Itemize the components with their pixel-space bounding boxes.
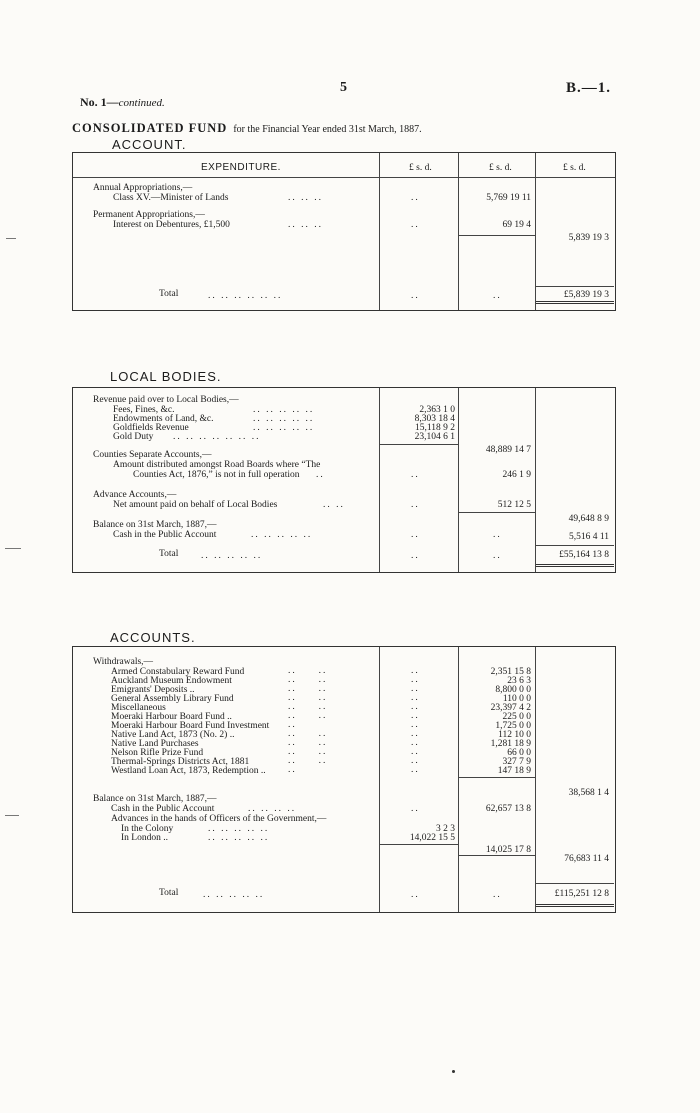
header-rule xyxy=(73,177,615,178)
leader-dots: .. .. .. .. .. xyxy=(253,405,315,415)
item-label: Nelson Rifle Prize Fund xyxy=(111,748,204,758)
leader-dots: .. xyxy=(411,220,420,230)
colony-label: In the Colony xyxy=(121,824,174,834)
continued-word: continued. xyxy=(118,97,165,109)
total-label: Total xyxy=(159,289,179,299)
row-label: Endowments of Land, &c. xyxy=(113,414,214,424)
item-amount: 66 0 0 xyxy=(507,748,531,758)
row-label: Advance Accounts,— xyxy=(93,490,177,500)
double-rule xyxy=(536,564,614,567)
margin-mark xyxy=(5,548,21,549)
margin-mark xyxy=(5,815,19,816)
row-label: Counties Separate Accounts,— xyxy=(93,450,212,460)
leader-dots: .. .. .. .. .. xyxy=(203,890,265,900)
row-label: Cash in the Public Account xyxy=(113,530,217,540)
fund-title-sub: for the Financial Year ended 31st March, 1887. xyxy=(233,124,422,135)
subtotal-rule xyxy=(459,777,535,778)
item-label: Moeraki Harbour Board Fund .. xyxy=(111,712,232,722)
document-reference: B.—1. xyxy=(566,80,612,96)
leader-dots: .. .. .. .. .. xyxy=(251,530,313,540)
column-divider xyxy=(535,647,536,912)
row-label: Permanent Appropriations,— xyxy=(93,210,205,220)
leader-dots: .. .. .. .. .. xyxy=(208,824,270,834)
leader-dots: .. xyxy=(493,291,502,301)
amount: 246 1 9 xyxy=(502,470,531,480)
item-label: Native Land Act, 1873 (No. 2) .. xyxy=(111,730,235,740)
page-dot xyxy=(452,1070,455,1073)
item-amount: 147 18 9 xyxy=(497,766,531,776)
item-label: Westland Loan Act, 1873, Redemption .. xyxy=(111,766,266,776)
leader-dots: .. xyxy=(493,890,502,900)
total-rule xyxy=(536,286,614,287)
amount: 5,769 19 11 xyxy=(486,193,531,203)
leader-dots: .. .. .. .. .. .. .. .. .. .. .. .. xyxy=(411,666,420,775)
leader-dots: .. .. .. .. .. .. .. xyxy=(173,432,261,442)
total-label: Total xyxy=(159,549,179,559)
col3-header: £ s. d. xyxy=(563,163,586,173)
row-label: Net amount paid on behalf of Local Bodies xyxy=(113,500,278,510)
column-divider xyxy=(379,388,380,572)
revenue-subtotal: 48,889 14 7 xyxy=(485,445,531,455)
subtotal-rule xyxy=(459,855,535,856)
amount: 5,516 4 11 xyxy=(568,532,609,542)
leader-dots: .. xyxy=(411,291,420,301)
double-rule xyxy=(536,301,614,304)
leader-dots: .. .. .. .. xyxy=(248,804,297,814)
advances-label: Advances in the hands of Officers of the Government,— xyxy=(111,814,327,824)
subtotal-rule xyxy=(380,844,458,845)
expenditure-header: EXPENDITURE. xyxy=(201,162,281,173)
total-amount: £55,164 13 8 xyxy=(559,550,609,560)
leader-dots: .. .. xyxy=(323,500,345,510)
accounts-table xyxy=(72,646,616,913)
item-label: Native Land Purchases xyxy=(111,739,199,749)
leader-dots: .. .. .. .. .. xyxy=(208,833,270,843)
leader-dots: .. .. .. .. .. xyxy=(253,423,315,433)
amount: 69 19 4 xyxy=(502,220,531,230)
margin-mark xyxy=(6,238,16,239)
row-label: Interest on Debentures, £1,500 xyxy=(113,220,230,230)
item-amount: 110 0 0 xyxy=(502,694,531,704)
total-amount: £5,839 19 3 xyxy=(563,290,609,300)
leader-dots: .. xyxy=(493,530,502,540)
amount: 15,118 9 2 xyxy=(414,423,455,433)
subtotal-rule xyxy=(459,235,535,236)
page-number: 5 xyxy=(340,80,347,95)
colony-amount: 3 2 3 xyxy=(436,824,455,834)
leader-dots: .. xyxy=(411,193,420,203)
column-divider xyxy=(458,647,459,912)
item-amount: 225 0 0 xyxy=(502,712,531,722)
row-label: Goldfields Revenue xyxy=(113,423,189,433)
leader-dots: .. xyxy=(493,551,502,561)
item-label: Moeraki Harbour Board Fund Investment xyxy=(111,721,270,731)
item-amount: 23 6 3 xyxy=(507,676,531,686)
item-amount: 1,725 0 0 xyxy=(495,721,531,731)
leader-dots: .. .. .. .. .. xyxy=(201,551,263,561)
fund-title-main: CONSOLIDATED FUND xyxy=(72,121,228,135)
leader-dots: .. xyxy=(411,804,420,814)
row-label: Counties Act, 1876,” is not in full operation xyxy=(133,470,300,480)
doc-number: No. 1— xyxy=(80,95,119,109)
double-rule xyxy=(536,904,614,907)
total-rule xyxy=(536,883,614,884)
local-bodies-table xyxy=(72,387,616,573)
col2-header: £ s. d. xyxy=(489,163,512,173)
cash-amount: 62,657 13 8 xyxy=(485,804,531,814)
account-section-title: ACCOUNT. xyxy=(112,137,187,152)
item-amount: 2,351 15 8 xyxy=(490,667,531,677)
item-label: General Assembly Library Fund xyxy=(111,694,234,704)
advances-total: 14,025 17 8 xyxy=(485,845,531,855)
item-label: Miscellaneous xyxy=(111,703,166,713)
total-rule xyxy=(536,545,614,546)
column-divider xyxy=(458,388,459,572)
row-label: Amount distributed amongst Road Boards where “The xyxy=(113,460,321,470)
local-bodies-title: LOCAL BODIES. xyxy=(110,369,222,384)
leader-dots: .. xyxy=(411,890,420,900)
balance-label: Balance on 31st March, 1887,— xyxy=(93,794,217,804)
leader-dots: .. .. .. xyxy=(288,193,323,203)
item-amount: 8,800 0 0 xyxy=(495,685,531,695)
leader-dots: .. xyxy=(411,500,420,510)
row-label: Annual Appropriations,— xyxy=(93,183,193,193)
leader-dots: .. xyxy=(411,551,420,561)
subtotal-rule xyxy=(380,444,458,445)
total-amount: £115,251 12 8 xyxy=(554,889,609,899)
leader-dots: .. .. .. xyxy=(288,220,323,230)
expenditure-table xyxy=(72,152,616,311)
amount: 8,303 18 4 xyxy=(414,414,455,424)
subtotal-rule xyxy=(459,512,535,513)
amount: 23,104 6 1 xyxy=(414,432,455,442)
column-divider xyxy=(379,647,380,912)
leader-dots: .. .. .. .. .. .. .. .. .. .. .. .. .. .. .. .. .. .. .. .. .. .. xyxy=(288,666,328,775)
leader-dots: .. xyxy=(411,530,420,540)
item-amount: 1,281 18 9 xyxy=(490,739,531,749)
continued-label xyxy=(80,95,165,110)
london-label: In London .. xyxy=(121,833,168,843)
withdrawals-total: 38,568 1 4 xyxy=(568,788,609,798)
row-label: Class XV.—Minister of Lands xyxy=(113,193,229,203)
balance-total: 76,683 11 4 xyxy=(564,854,609,864)
row-label: Revenue paid over to Local Bodies,— xyxy=(93,395,239,405)
leader-dots: .. .. .. .. .. xyxy=(253,414,315,424)
item-label: Auckland Museum Endowment xyxy=(111,676,232,686)
leader-dots: .. xyxy=(411,470,420,480)
item-label: Thermal-Springs Districts Act, 1881 xyxy=(111,757,250,767)
london-amount: 14,022 15 5 xyxy=(409,833,455,843)
item-amount: 112 10 0 xyxy=(498,730,531,740)
row-label: Balance on 31st March, 1887,— xyxy=(93,520,217,530)
item-label: Emigrants' Deposits .. xyxy=(111,685,195,695)
leader-dots: .. xyxy=(316,470,325,480)
item-amount: 327 7 9 xyxy=(502,757,531,767)
amount: 512 12 5 xyxy=(497,500,531,510)
fund-title xyxy=(72,121,422,136)
item-label: Armed Constabulary Reward Fund xyxy=(111,667,245,677)
leader-dots: .. .. .. .. .. .. xyxy=(208,291,283,301)
amount: 2,363 1 0 xyxy=(419,405,455,415)
cash-label: Cash in the Public Account xyxy=(111,804,215,814)
subtotal-amount: 49,648 8 9 xyxy=(568,514,609,524)
accounts-title: ACCOUNTS. xyxy=(110,630,196,645)
item-amount: 23,397 4 2 xyxy=(490,703,531,713)
withdrawals-label: Withdrawals,— xyxy=(93,657,154,667)
total-label: Total xyxy=(159,888,179,898)
row-label: Gold Duty xyxy=(113,432,154,442)
subtotal-amount: 5,839 19 3 xyxy=(568,233,609,243)
row-label: Fees, Fines, &c. xyxy=(113,405,175,415)
col1-header: £ s. d. xyxy=(409,163,432,173)
